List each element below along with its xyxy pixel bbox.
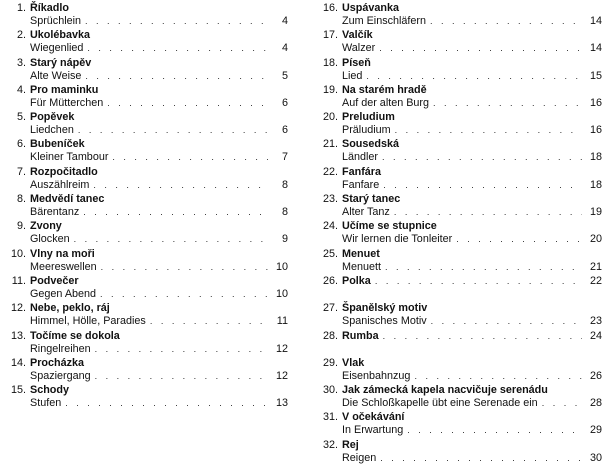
page-number: 8	[281, 206, 288, 219]
page-number: 13	[275, 397, 288, 410]
entry-number: 21.	[322, 138, 338, 151]
toc-entry-czech-line	[314, 384, 602, 397]
toc-entry-czech-line	[2, 29, 288, 42]
entry-number: 6.	[16, 138, 26, 151]
page-number: 8	[281, 178, 288, 191]
toc-entry-german-line	[2, 397, 288, 410]
german-title: Stufen	[30, 397, 62, 410]
toc-entry-czech-line	[314, 357, 602, 370]
entry-number: 16.	[322, 2, 338, 14]
german-title: In Erwartung	[342, 424, 404, 437]
german-title: Zum Einschläfern	[342, 15, 427, 27]
toc-entry	[2, 302, 288, 329]
czech-title: Preludium	[342, 111, 395, 124]
toc-entry	[314, 248, 602, 275]
czech-title: Starý nápěv	[30, 56, 92, 69]
leader-dots	[87, 42, 268, 55]
leader-dots	[542, 397, 582, 410]
entry-number: 17.	[322, 29, 338, 42]
german-title: Menuett	[342, 260, 382, 273]
toc-entry-german-line	[2, 70, 288, 83]
leader-dots	[394, 206, 582, 219]
page-number: 9	[281, 233, 288, 246]
toc-entry-czech-line	[314, 111, 602, 124]
german-title: Sprüchlein	[30, 15, 82, 27]
toc-entry	[314, 57, 602, 84]
entry-number: 24.	[322, 220, 338, 233]
page-number: 12	[275, 369, 288, 382]
toc-entry-german-line	[314, 452, 602, 465]
page-number: 10	[275, 287, 288, 300]
leader-dots	[407, 424, 582, 437]
czech-title: Uspávanka	[342, 2, 400, 14]
toc-entry-german-line	[2, 370, 288, 383]
german-title: Fanfare	[342, 178, 380, 191]
toc-entry-czech-line	[2, 384, 288, 397]
toc-entry-german-line	[314, 70, 602, 83]
czech-title: V očekávání	[342, 411, 405, 424]
page-number: 6	[281, 96, 288, 109]
toc-entry	[314, 166, 602, 193]
leader-dots	[93, 179, 268, 192]
toc-entry-czech-line	[2, 357, 288, 370]
page-number: 24	[589, 329, 602, 342]
page-number: 18	[589, 151, 602, 164]
czech-title: Sousedská	[342, 138, 400, 151]
toc-right-column	[314, 2, 602, 466]
german-title: Wir lernen die Tonleiter	[342, 233, 453, 246]
toc-entry-german-line	[314, 370, 602, 383]
german-title: Für Mütterchen	[30, 96, 104, 109]
page-number: 5	[281, 69, 288, 82]
toc-entry-czech-line	[314, 57, 602, 70]
page-number: 16	[589, 96, 602, 109]
toc-entry	[314, 357, 602, 384]
czech-title: Ukolébavka	[30, 29, 91, 42]
czech-title: Nebe, peklo, ráj	[30, 302, 110, 315]
german-title: Alter Tanz	[342, 206, 390, 219]
german-title: Lied	[342, 69, 363, 82]
toc-entry-german-line	[314, 424, 602, 437]
czech-title: Říkadlo	[30, 2, 69, 14]
czech-title: Podvečer	[30, 274, 79, 287]
leader-dots	[83, 206, 268, 219]
entry-number: 25.	[322, 247, 338, 260]
czech-title: Menuet	[342, 247, 380, 260]
leader-dots	[85, 15, 268, 28]
toc-entry-czech-line	[314, 411, 602, 424]
toc-left-column	[2, 2, 288, 411]
toc-entry	[314, 138, 602, 165]
toc-entry-czech-line	[314, 330, 602, 343]
toc-entry-czech-line	[314, 84, 602, 97]
czech-title: Schody	[30, 384, 69, 397]
entry-number: 32.	[322, 438, 338, 451]
entry-number: 28.	[322, 329, 338, 342]
entry-number: 11.	[11, 274, 26, 287]
toc-entry-german-line	[314, 397, 602, 410]
toc-entry	[2, 166, 288, 193]
entry-number: 19.	[322, 83, 338, 96]
toc-entry-czech-line	[314, 302, 602, 315]
czech-title: Starý tanec	[342, 193, 401, 206]
toc-entry-german-line	[2, 151, 288, 164]
entry-number: 12.	[10, 302, 26, 315]
german-title: Meereswellen	[30, 260, 97, 273]
toc-entry-german-line	[2, 179, 288, 192]
czech-title: Na starém hradě	[342, 83, 427, 96]
toc-entry-czech-line	[2, 84, 288, 97]
toc-entry-czech-line	[2, 138, 288, 151]
page-number: 23	[589, 315, 602, 328]
czech-title: Valčík	[342, 29, 373, 42]
toc-entry-czech-line	[314, 2, 602, 15]
toc-entry-german-line	[2, 15, 288, 28]
entry-number: 4.	[16, 83, 26, 96]
toc-entry	[2, 138, 288, 165]
german-title: Spanisches Motiv	[342, 315, 427, 328]
toc-entry-czech-line	[314, 220, 602, 233]
entry-number: 15.	[10, 384, 26, 397]
entry-number: 30.	[322, 384, 338, 397]
entry-number: 18.	[322, 56, 338, 69]
german-title: Alte Weise	[30, 69, 82, 82]
page-number: 15	[589, 69, 602, 82]
leader-dots	[431, 315, 582, 328]
czech-title: Procházka	[30, 356, 85, 369]
german-title: Auszählreim	[30, 178, 90, 191]
entry-number: 26.	[322, 274, 338, 287]
toc-entry-german-line	[2, 42, 288, 55]
toc-entry-czech-line	[2, 275, 288, 288]
german-title: Bärentanz	[30, 206, 80, 219]
toc-entry-german-line	[314, 151, 602, 164]
page-number: 12	[275, 342, 288, 355]
czech-title: Vlak	[342, 356, 365, 369]
german-title: Glocken	[30, 233, 70, 246]
toc-entry-german-line	[314, 261, 602, 274]
toc-entry-czech-line	[2, 330, 288, 343]
toc-entry-german-line	[314, 15, 602, 28]
toc-entry	[314, 111, 602, 138]
toc-entry-german-line	[2, 288, 288, 301]
page-number: 29	[589, 424, 602, 437]
toc-entry-czech-line	[314, 166, 602, 179]
toc-entry	[314, 384, 602, 411]
toc-entry-german-line	[2, 97, 288, 110]
leader-dots	[101, 261, 268, 274]
czech-title: Pro maminku	[30, 83, 99, 96]
toc-entry	[2, 29, 288, 56]
german-title: Wiegenlied	[30, 42, 84, 55]
german-title: Kleiner Tambour	[30, 151, 109, 164]
czech-title: Rumba	[342, 329, 379, 342]
leader-dots	[65, 397, 268, 410]
toc-entry-czech-line	[2, 302, 288, 315]
entry-number: 29.	[322, 356, 338, 369]
page-number: 18	[589, 178, 602, 191]
german-title: Reigen	[342, 451, 377, 464]
toc-entry-czech-line	[2, 2, 288, 15]
leader-dots	[380, 452, 582, 465]
page-number: 28	[589, 397, 602, 410]
german-title: Spaziergang	[30, 369, 91, 382]
page-number: 4	[281, 15, 288, 27]
toc-entry-german-line	[2, 315, 288, 328]
toc-entry-czech-line	[2, 166, 288, 179]
page-number: 26	[589, 369, 602, 382]
toc-entry	[2, 248, 288, 275]
page-number: 14	[589, 15, 602, 27]
german-title: Eisenbahnzug	[342, 369, 411, 382]
toc-entry	[2, 330, 288, 357]
entry-number: 7.	[16, 165, 26, 178]
german-title: Ländler	[342, 151, 379, 164]
toc-entry	[314, 84, 602, 111]
entry-number: 5.	[16, 111, 26, 124]
toc-entry-german-line	[2, 233, 288, 246]
leader-dots	[385, 261, 582, 274]
toc-entry	[2, 220, 288, 247]
toc-entry	[2, 193, 288, 220]
toc-entry-czech-line	[314, 193, 602, 206]
german-title: Präludium	[342, 124, 391, 137]
german-title: Ringelreihen	[30, 342, 91, 355]
page-number: 7	[281, 151, 288, 164]
czech-title: Jak zámecká kapela nacvičuje serenádu	[342, 384, 548, 397]
toc-entry	[2, 357, 288, 384]
toc-entry	[314, 439, 602, 466]
german-title: Die Schloßkapelle übt eine Serenade ein	[342, 397, 538, 410]
toc-entry	[314, 29, 602, 56]
toc-entry-german-line	[2, 343, 288, 356]
page-number: 30	[589, 451, 602, 464]
entry-number: 20.	[322, 111, 338, 124]
toc-entry	[2, 111, 288, 138]
czech-title: Fanfára	[342, 165, 382, 178]
entry-number: 14.	[10, 356, 26, 369]
entry-number: 23.	[322, 193, 338, 206]
entry-number: 13.	[10, 329, 26, 342]
toc-entry-czech-line	[314, 275, 602, 288]
toc-entry-german-line	[314, 179, 602, 192]
toc-entry-czech-line	[2, 57, 288, 70]
german-title: Walzer	[342, 42, 376, 55]
leader-dots	[78, 124, 268, 137]
leader-dots	[456, 233, 582, 246]
toc-entry-german-line	[314, 97, 602, 110]
leader-dots	[150, 315, 268, 328]
leader-dots	[382, 151, 582, 164]
leader-dots	[383, 179, 582, 192]
czech-title: Polka	[342, 274, 371, 287]
toc-entry	[314, 193, 602, 220]
toc-entry	[314, 2, 602, 29]
page-number: 16	[589, 124, 602, 137]
page-number: 14	[589, 42, 602, 55]
entry-number: 2.	[16, 29, 26, 42]
leader-dots	[100, 288, 268, 301]
toc-entry	[2, 275, 288, 302]
toc-entry-german-line	[314, 124, 602, 137]
toc-entry	[2, 2, 288, 29]
toc-entry-czech-line	[2, 248, 288, 261]
toc-entry-czech-line	[314, 138, 602, 151]
czech-title: Učíme se stupnice	[342, 220, 437, 233]
toc-entry-german-line	[314, 315, 602, 328]
leader-dots	[395, 124, 582, 137]
leader-dots	[433, 97, 582, 110]
czech-title: Rozpočitadlo	[30, 165, 98, 178]
czech-title: Popěvek	[30, 111, 75, 124]
toc-entry-german-line	[2, 261, 288, 274]
leader-dots	[107, 97, 268, 110]
toc-entry-czech-line	[2, 111, 288, 124]
page-number: 20	[589, 233, 602, 246]
leader-dots	[95, 343, 268, 356]
toc-entry-german-line	[314, 42, 602, 55]
leader-dots	[366, 70, 582, 83]
toc-entry-german-line	[2, 124, 288, 137]
toc-entry	[314, 275, 602, 302]
toc-entry	[314, 411, 602, 438]
toc-entry-czech-line	[314, 29, 602, 42]
page-number: 21	[589, 260, 602, 273]
page-number: 22	[589, 274, 602, 287]
czech-title: Španělský motiv	[342, 302, 428, 315]
toc-entry	[314, 330, 602, 357]
leader-dots	[95, 370, 268, 383]
entry-number: 8.	[16, 193, 26, 206]
toc-entry-czech-line	[2, 220, 288, 233]
entry-number: 9.	[16, 220, 26, 233]
toc-entry	[2, 84, 288, 111]
page-number: 11	[276, 315, 288, 328]
toc-entry-czech-line	[2, 193, 288, 206]
czech-title: Píseň	[342, 56, 371, 69]
toc-entry	[314, 220, 602, 247]
leader-dots	[379, 42, 582, 55]
czech-title: Točíme se dokola	[30, 329, 120, 342]
toc-entry	[2, 384, 288, 411]
page-number: 6	[281, 124, 288, 137]
toc-entry-czech-line	[314, 248, 602, 261]
entry-number: 31.	[322, 411, 338, 424]
toc-entry-german-line	[314, 206, 602, 219]
leader-dots	[74, 233, 268, 246]
german-title: Himmel, Hölle, Paradies	[30, 315, 146, 328]
page-number: 19	[589, 206, 602, 219]
leader-dots	[383, 330, 582, 343]
page-number: 4	[281, 42, 288, 55]
german-title: Gegen Abend	[30, 287, 97, 300]
toc-entry	[2, 57, 288, 84]
toc-entry-german-line	[2, 206, 288, 219]
entry-number: 1.	[16, 2, 26, 14]
czech-title: Medvědí tanec	[30, 193, 105, 206]
toc-entry	[314, 302, 602, 329]
leader-dots	[375, 275, 582, 288]
czech-title: Vlny na moři	[30, 247, 95, 260]
page-number: 10	[275, 260, 288, 273]
entry-number: 22.	[322, 165, 338, 178]
czech-title: Rej	[342, 438, 359, 451]
entry-number: 10.	[10, 247, 26, 260]
toc-entry-german-line	[314, 233, 602, 246]
entry-number: 27.	[322, 302, 338, 315]
leader-dots	[414, 370, 582, 383]
czech-title: Zvony	[30, 220, 62, 233]
leader-dots	[430, 15, 582, 28]
entry-number: 3.	[16, 56, 26, 69]
leader-dots	[112, 151, 268, 164]
german-title: Liedchen	[30, 124, 74, 137]
german-title: Auf der alten Burg	[342, 96, 430, 109]
czech-title: Bubeníček	[30, 138, 85, 151]
leader-dots	[85, 70, 268, 83]
